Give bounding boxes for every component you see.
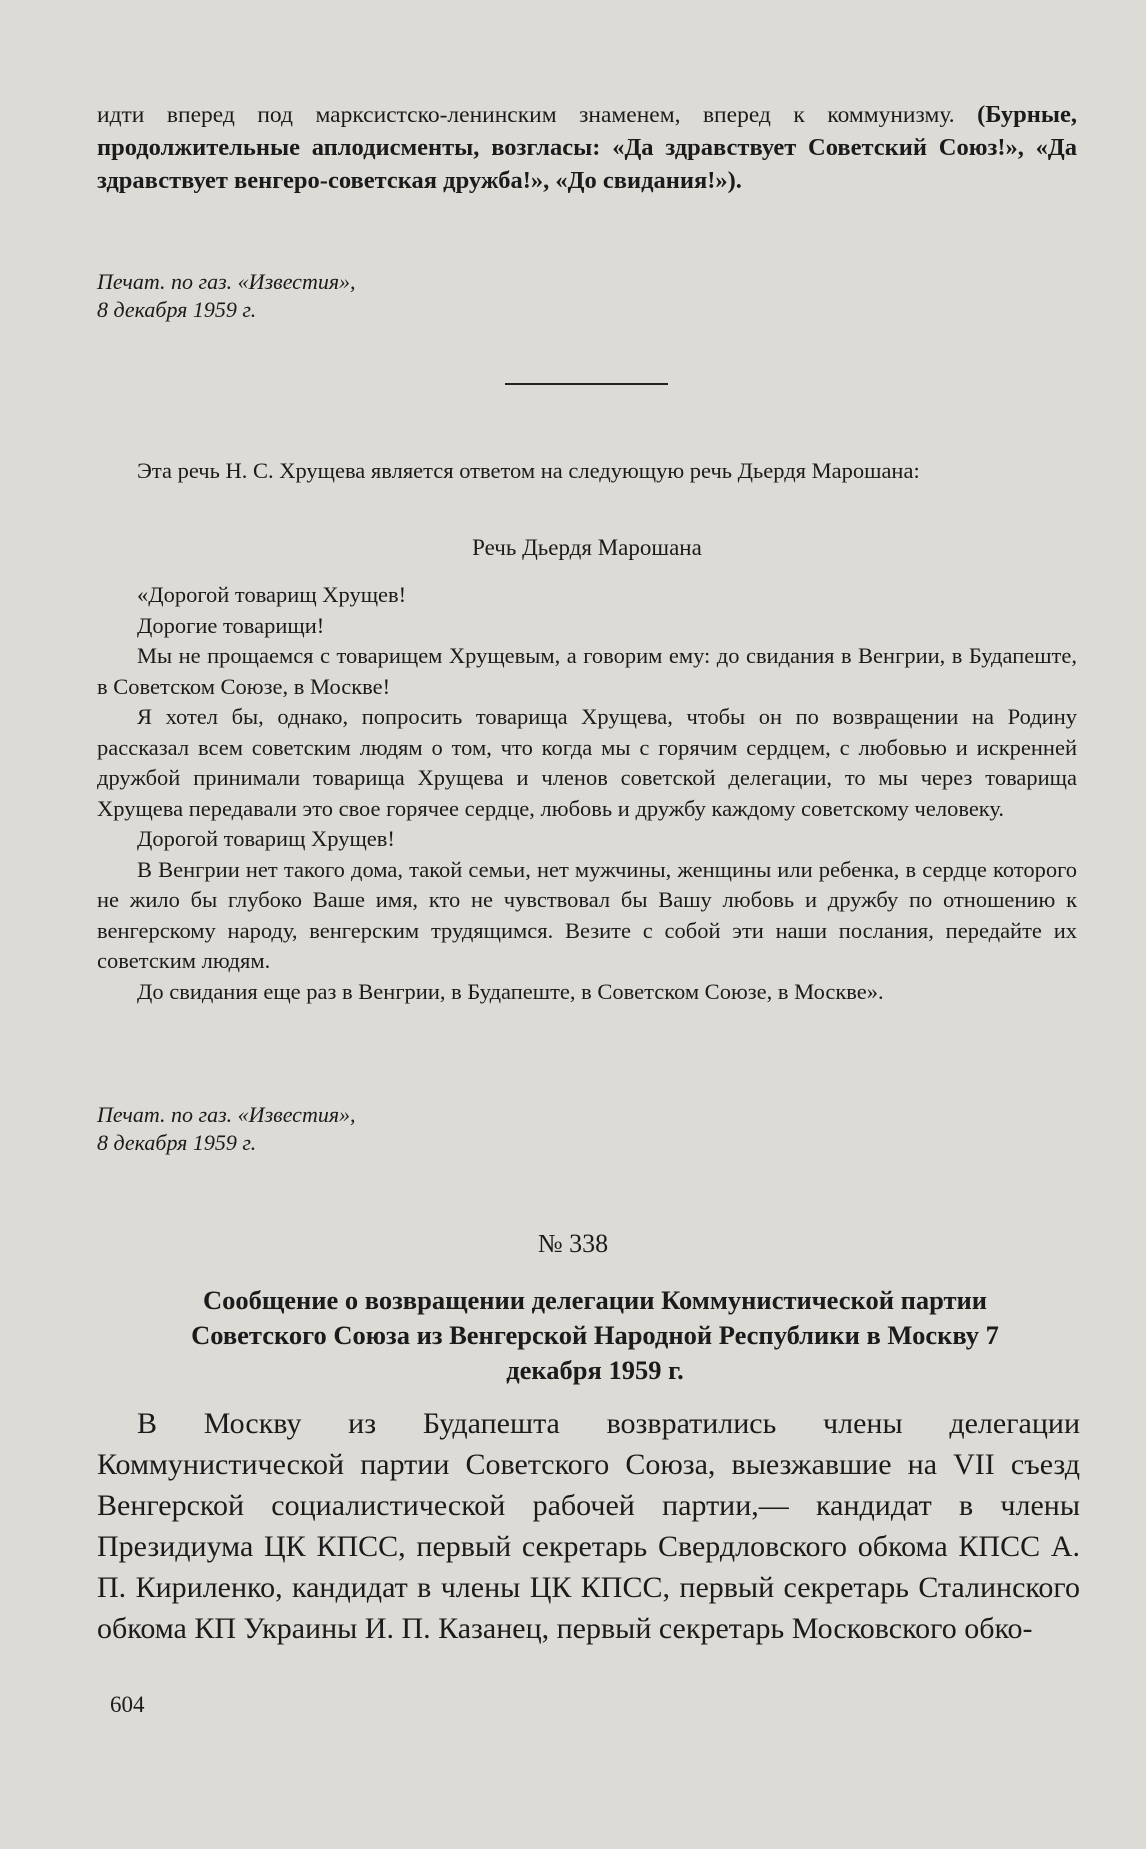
speech-paragraph-2: Я хотел бы, однако, попросить товарища Хрущева, чтобы он по возвращении на Родину рассказал всем советским людям о том, что когда мы с горячим сердцем, с любовью и искренней дружбой принимали товарища Хрущева и членов советской делегации, то мы через товарища Хрущева передавали это свое горячее сердце, любовь и дружбу каждому советскому человеку. (97, 704, 1077, 821)
applause-text: (Бурные, продолжительные аплодисменты, возгласы: «Да здравствует Советский Союз!», «Да здравствует венгеро-советская дружба!», «До свидания!»). (97, 101, 1077, 194)
source-line-2: 8 декабря 1959 г. (97, 297, 257, 322)
source-line-2: 8 декабря 1959 г. (97, 1130, 257, 1155)
speech-greeting-3: Дорогой товарищ Хрущев! (137, 826, 395, 851)
speech-greeting-1: «Дорогой товарищ Хрущев! (137, 582, 407, 607)
speech-paragraph-3: В Венгрии нет такого дома, такой семьи, нет мужчины, женщины или ребенка, в сердце которого не жило бы глубоко Ваше имя, кто не чувствовал бы Вашу любовь и дружбу по отношению к венгерскому народу, венгерским трудящимся. Везите с собой эти наши послания, передайте их советским людям. (97, 856, 1077, 973)
document-heading: Сообщение о возвращении делегации Коммунистической партии Советского Союза из Венгерской Народной Республики в Москву 7 декабря 1959 г. (191, 1285, 999, 1385)
speech-title: Речь Дьердя Марошана (472, 535, 702, 560)
source-citation-1 (97, 268, 356, 324)
speech-greeting-2: Дорогие товарищи! (137, 612, 325, 638)
opening-text: идти вперед под марксистско-ленинским знаменем, вперед к коммунизму. (97, 102, 955, 128)
speech-paragraph-1: Мы не прощаемся с товарищем Хрущевым, а говорим ему: до свидания в Венгрии, в Будапеште, в Советском Союзе, в Москве! (97, 643, 1077, 699)
document-number: № 338 (537, 1229, 609, 1258)
body-paragraph: В Москву из Будапешта возвратились члены делегации Коммунистической партии Советского Союза, выезжавшие на VII съезд Венгерской социалистической рабочей партии,— кандидат в члены Президиума ЦК КПСС, первый секретарь Свердловского обкома КПСС А. П. Кириленко, кандидат в члены ЦК КПСС, первый секретарь Сталинского обкома КП Украины И. П. Казанец, первый секретарь Московского обко- (97, 1407, 1080, 1645)
source-line-1: Печат. по газ. «Известия», (97, 1102, 356, 1127)
page-number: 604 (110, 1692, 145, 1717)
source-citation-2 (97, 1101, 356, 1157)
source-line-1: Печат. по газ. «Известия», (97, 269, 356, 294)
section-divider (505, 383, 668, 385)
speech-body (97, 580, 1077, 1007)
speech-paragraph-4: До свидания еще раз в Венгрии, в Будапеште, в Советском Союзе, в Москве». (137, 978, 884, 1004)
opening-paragraph (97, 98, 1077, 197)
intro-paragraph: Эта речь Н. С. Хрущева является ответом на следующую речь Дьердя Марошана: (137, 458, 920, 483)
